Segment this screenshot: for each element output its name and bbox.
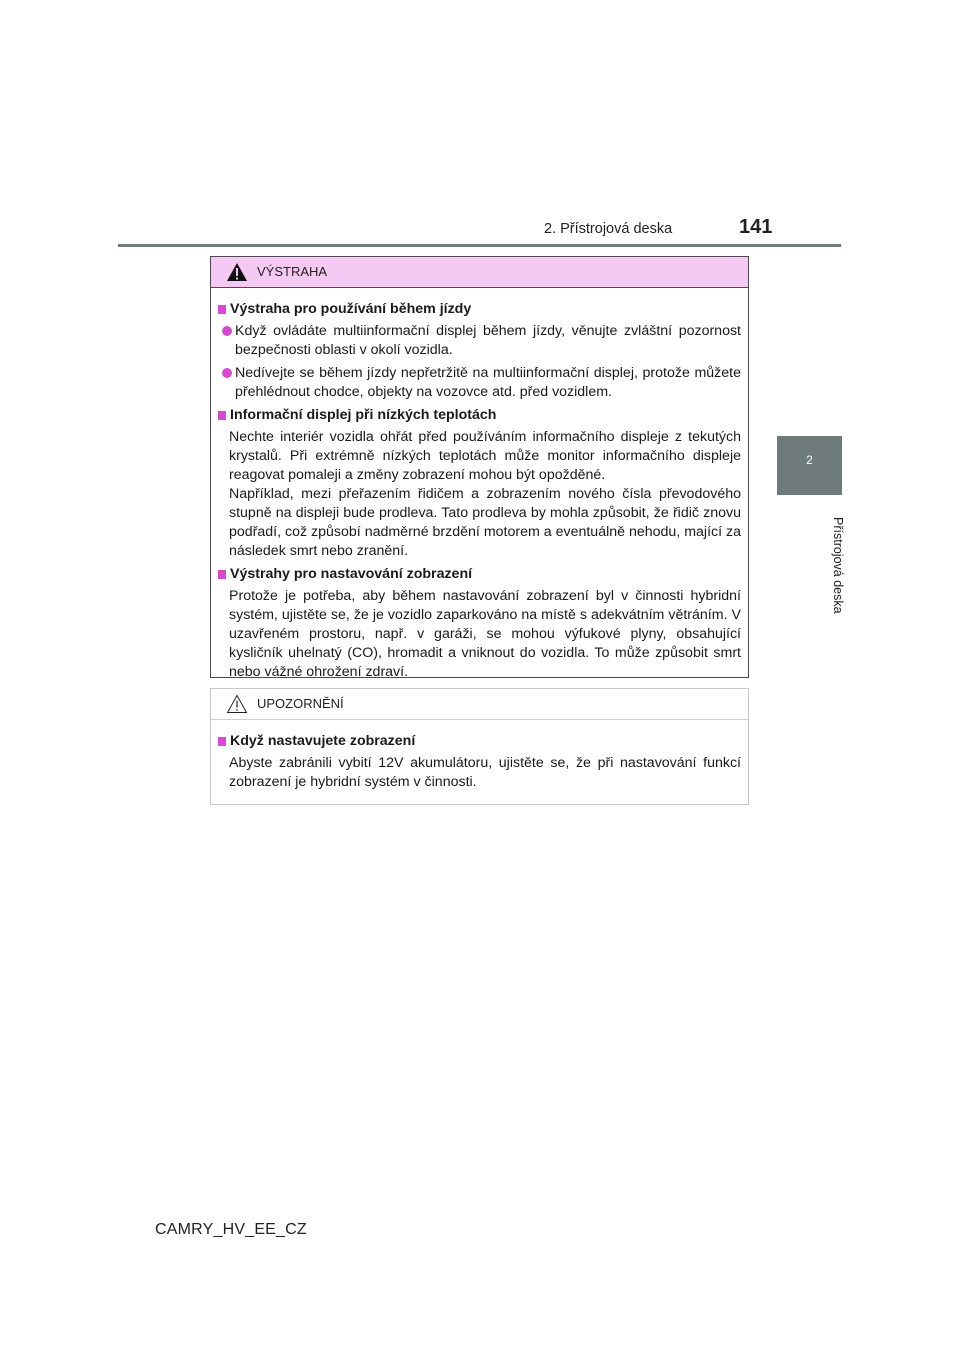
square-bullet-icon [218,305,226,314]
document-code: CAMRY_HV_EE_CZ [155,1221,307,1238]
section-heading [218,565,741,584]
header-divider [118,244,841,247]
caution-label: UPOZORNĚNÍ [257,696,344,711]
list-item-text: Nedívejte se během jízdy nepřetržitě na multiinformační displej, protože můžete přehlédnout chodce, objekty na vozovce atd. před vozidlem. [235,365,741,400]
page-number: 141 [739,216,773,238]
list-item [218,322,741,360]
warning-section-settings [218,565,741,682]
paragraph: Nechte interiér vozidla ohřát před používáním informačního displeje z tekutých krystalů. Při extrémně nízkých teplotách může monitor informačního displeje reagovat pomaleji a změny zobrazení mohou být opožděné. [229,429,741,483]
paragraph: Abyste zabránili vybití 12V akumulátoru, ujistěte se, že při nastavování funkcí zobrazení je hybridní systém v činnosti. [229,755,741,790]
section-heading-text: Výstraha pro používání během jízdy [230,301,472,317]
chapter-tab [777,436,842,495]
circle-bullet-icon [222,368,232,378]
caution-header [211,689,748,720]
section-heading-text: Informační displej při nízkých teplotách [230,407,497,423]
paragraph: Protože je potřeba, aby během nastavování zobrazení byl v činnosti hybridní systém, ujistěte se, že je vozidlo zaparkováno na místě s adekvátním větráním. V uzavřeném prostoru, např. v garáži, se mohou výfukové plyny, obsahující kysličník uhelnatý (CO), hromadit a vniknout do vozidla. To může způsobit smrt nebo vážné ohrožení zdraví. [229,588,741,680]
chapter-title: Přístrojová deska [831,516,845,614]
circle-bullet-icon [222,326,232,336]
list-item-text: Když ovládáte multiinformační displej během jízdy, věnujte zvláštní pozornost bezpečnosti oblasti v okolí vozidla. [235,323,741,358]
warning-box [210,256,749,678]
warning-body [211,288,748,682]
section-heading [218,406,741,425]
warning-triangle-filled-icon [226,262,248,282]
warning-section-low-temp [218,406,741,561]
section-heading [218,300,741,319]
square-bullet-icon [218,737,226,746]
caution-body [211,720,748,792]
paragraph: Například, mezi přeřazením řidičem a zobrazením nového čísla převodového stupně na displeji bude prodleva. Tato prodleva by mohla způsobit, že řidič znovu podřadí, což způsobí nadměrné brzdění motorem a eventuálně nehodu, mající za následek smrt nebo zranění. [229,486,741,559]
warning-section-driving [218,300,741,402]
warning-label: VÝSTRAHA [257,264,328,279]
square-bullet-icon [218,411,226,420]
warning-header [211,257,748,288]
chapter-number: 2 [806,453,813,467]
square-bullet-icon [218,570,226,579]
caution-triangle-outline-icon [226,694,248,714]
section-heading-text: Když nastavujete zobrazení [230,733,416,749]
section-heading [218,732,741,751]
section-heading-text: Výstrahy pro nastavování zobrazení [230,566,473,582]
list-item [218,364,741,402]
caution-section-settings [218,732,741,792]
caution-box [210,688,749,805]
section-title: 2. Přístrojová deska [544,221,673,237]
